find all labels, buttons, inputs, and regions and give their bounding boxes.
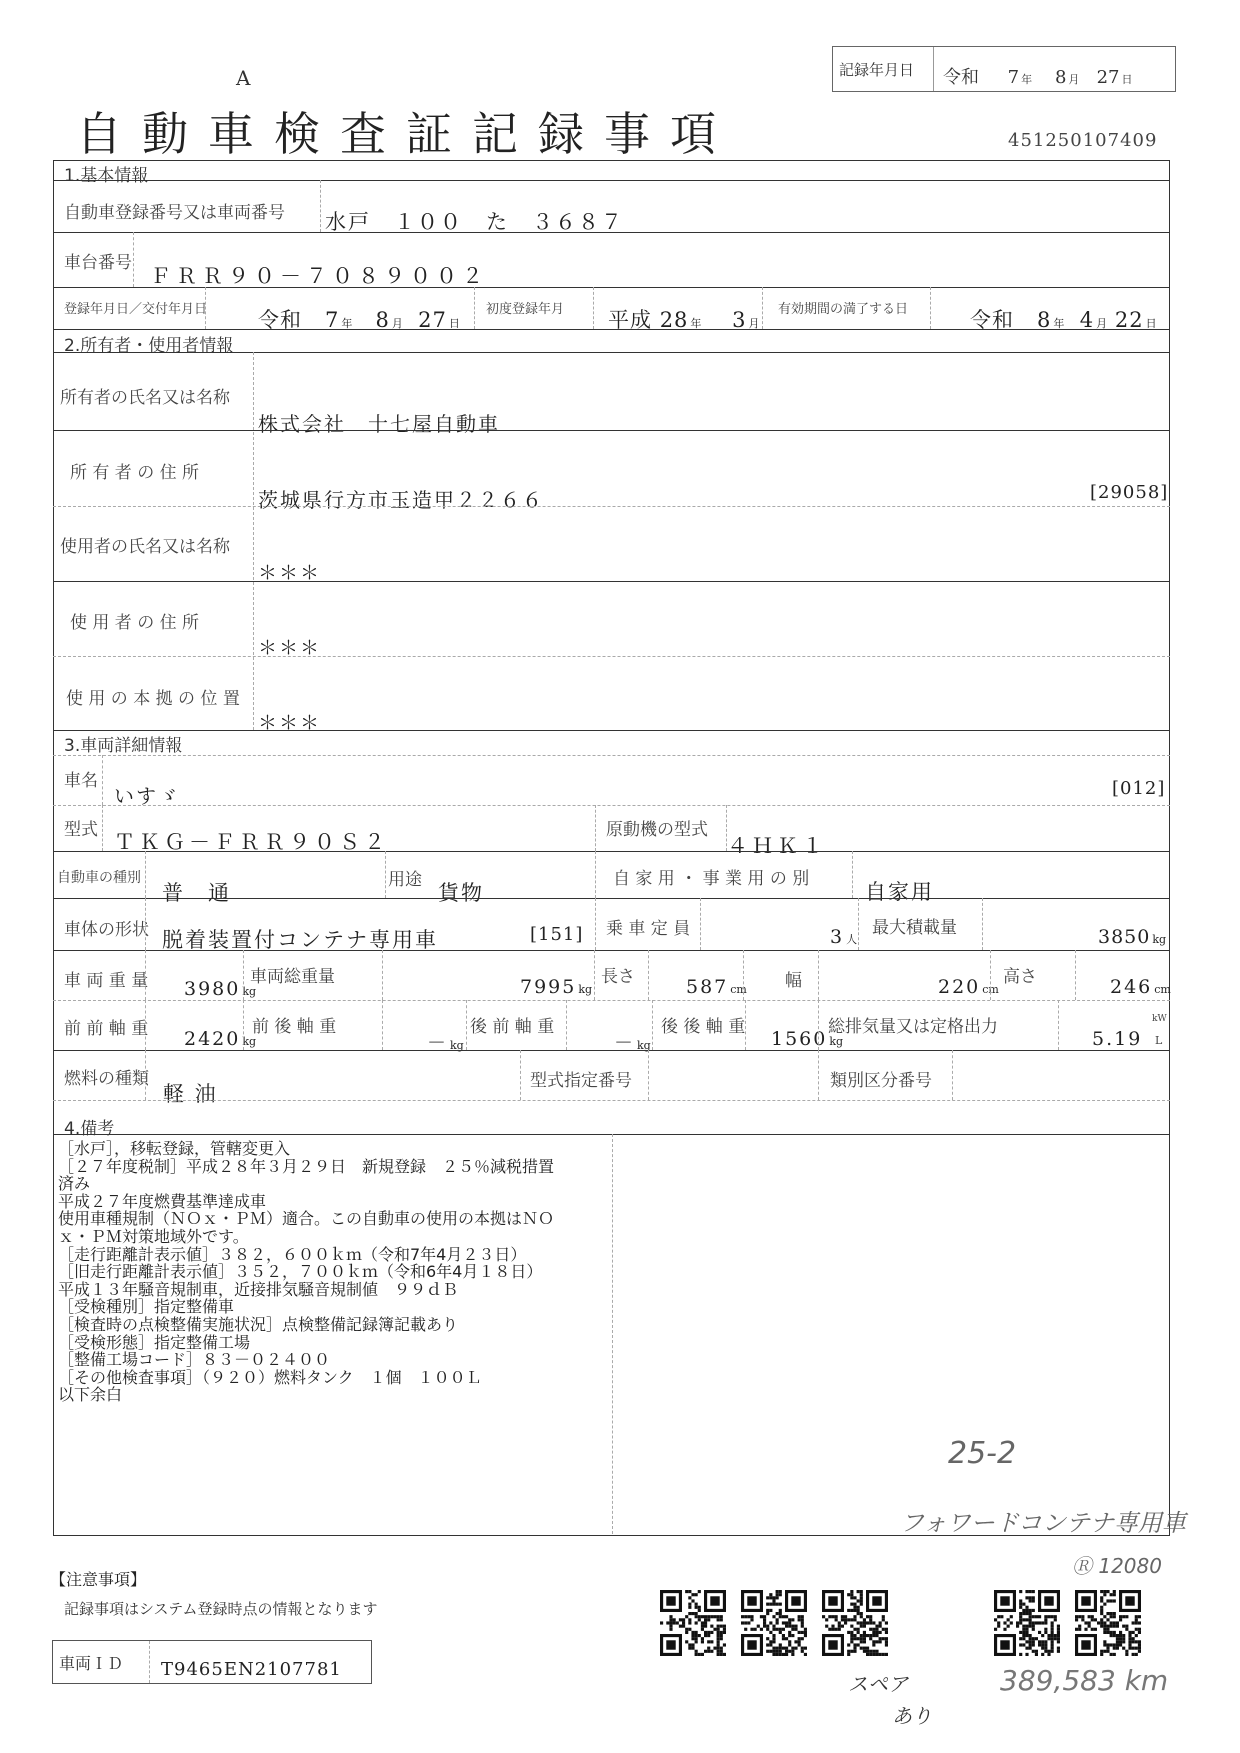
width: 220 cm — [938, 976, 999, 998]
page-title: 自動車検査証記録事項 — [76, 107, 736, 161]
remark-line: ［受検形態］指定整備工場 — [58, 1332, 251, 1352]
user-name-label: 使用者の氏名又は名称 — [60, 537, 230, 557]
owner-name-label: 所有者の氏名又は名称 — [60, 388, 230, 408]
expiry-date: 令和 8 年 4 月 22 日 — [970, 308, 1157, 332]
displacement-unit-kw: kW — [1152, 1014, 1167, 1024]
engine-label: 原動機の型式 — [606, 820, 708, 840]
handwritten-odometer: 389,583 km — [1000, 1664, 1169, 1697]
remark-line: 以下余白 — [58, 1385, 123, 1405]
owner-address: 茨城県行方市玉造甲２２６６ — [258, 488, 544, 512]
vehicle-type: 普 通 — [162, 881, 231, 905]
section-1-title: 1.基本情報 — [64, 166, 149, 186]
max-load-label: 最大積載量 — [872, 918, 957, 938]
remark-line: 平成１３年騒音規制車，近接排気騒音規制値 ９９ｄＢ — [58, 1279, 459, 1299]
weight-label: 車 両 重 量 — [64, 971, 149, 991]
reg-number-label: 自動車登録番号又は車両番号 — [64, 203, 285, 223]
qr-code-1 — [660, 1590, 726, 1656]
weight: 3980 kg — [184, 978, 257, 1000]
form-letter: A — [236, 66, 251, 90]
qr-code-2 — [741, 1590, 807, 1656]
first-reg-label: 初度登録年月 — [486, 302, 565, 317]
rr-axle-label: 後 後 軸 重 — [661, 1017, 746, 1037]
section-2-title: 2.所有者・使用者情報 — [64, 336, 234, 356]
document-number: 451250107409 — [1008, 130, 1158, 151]
notice-text: 記録事項はシステム登録時点の情報となります — [64, 1600, 378, 1618]
length: 587 cm — [686, 976, 747, 998]
fr-axle-label: 前 後 軸 重 — [252, 1017, 337, 1037]
remark-line: 済み — [58, 1174, 91, 1194]
gross-weight: 7995 kg — [520, 976, 593, 998]
handwritten-spare-2: あり — [892, 1704, 932, 1728]
reg-date-label: 登録年月日／交付年月日 — [64, 302, 208, 317]
car-name: いすゞ — [114, 784, 180, 808]
private-business-label: 自 家 用 ・ 事 業 用 の 別 — [613, 869, 810, 889]
remark-line: 使用車種規制（ＮＯｘ・ＰＭ）適合。この自動車の使用の本拠はＮＯ — [58, 1209, 555, 1229]
remark-line: ［２７年度税制］平成２８年３月２９日 新規登録 ２５％減税措置 — [58, 1156, 555, 1176]
user-name: ＊＊＊ — [258, 562, 322, 584]
handwritten-note-vehicle: フォワードコンテナ専用車 — [900, 1509, 1186, 1537]
qr-code-4 — [994, 1590, 1060, 1656]
vehicle-type-label: 自動車の種別 — [57, 870, 141, 886]
base-location-label: 使 用 の 本 拠 の 位 置 — [66, 689, 240, 709]
remark-line: ［受検種別］指定整備車 — [58, 1297, 235, 1317]
user-address-label: 使 用 者 の 住 所 — [70, 613, 200, 633]
base-location: ＊＊＊ — [258, 712, 322, 734]
rf-axle-label: 後 前 軸 重 — [470, 1017, 555, 1037]
rr-axle: 1560 kg — [771, 1028, 844, 1050]
qr-code-3 — [822, 1590, 888, 1656]
handwritten-spare: スペア — [848, 1672, 908, 1696]
type-designation-label: 型式指定番号 — [530, 1071, 632, 1091]
owner-name: 株式会社 十七屋自動車 — [258, 412, 500, 436]
capacity: 3 人 — [830, 926, 858, 948]
fr-axle: － kg — [427, 1032, 464, 1054]
width-label: 幅 — [785, 971, 802, 991]
height-label: 高さ — [1003, 967, 1037, 987]
displacement-unit-l: L — [1155, 1034, 1163, 1047]
private-business: 自家用 — [865, 880, 934, 904]
remarks-list — [58, 1140, 608, 1404]
model-label: 型式 — [64, 820, 98, 840]
owner-address-code: [29058] — [1090, 482, 1169, 503]
user-address: ＊＊＊ — [258, 637, 322, 659]
model: ＴＫＧ－ＦＲＲ９０Ｓ２ — [114, 830, 389, 854]
body-shape-code: [151] — [530, 924, 584, 945]
use: 貨物 — [438, 881, 484, 905]
section-3-title: 3.車両詳細情報 — [64, 736, 183, 756]
use-label: 用途 — [388, 870, 422, 890]
record-date-label: 記録年月日 — [839, 61, 915, 79]
gross-weight-label: 車両総重量 — [250, 967, 335, 987]
remark-line: ［整備工場コード］８３－０２４００ — [58, 1350, 331, 1370]
remark-line: ［検査時の点検整備実施状況］点検整備記録簿記載あり — [58, 1314, 459, 1334]
record-date-box — [832, 46, 1176, 92]
owner-address-label: 所 有 者 の 住 所 — [70, 463, 200, 483]
qr-code-5 — [1075, 1590, 1141, 1656]
chassis-label: 車台番号 — [64, 253, 132, 273]
remark-line: ［水戸］，移転登録，管轄変更入 — [58, 1139, 291, 1158]
remark-line: ［その他検査事項］（９２０）燃料タンク １個 １００Ｌ — [58, 1367, 482, 1387]
section-4-title: 4.備考 — [64, 1119, 115, 1139]
ff-axle: 2420 kg — [184, 1028, 257, 1050]
displacement: 5.19 — [1092, 1028, 1143, 1050]
remark-line: 平成２７年度燃費基準達成車 — [58, 1191, 267, 1211]
handwritten-note-number: 25-2 — [948, 1436, 1017, 1471]
first-reg-date: 平成 28 年 3 月 — [608, 308, 760, 332]
fuel: 軽 油 — [163, 1082, 218, 1106]
category-label: 類別区分番号 — [830, 1071, 932, 1091]
reg-number: 水戸 １００ た ３６８７ — [325, 210, 624, 234]
vehicle-id-box — [52, 1640, 372, 1684]
handwritten-note-r: Ⓡ 12080 — [1072, 1554, 1162, 1578]
reg-date: 令和 7 年 8 月 27 日 — [258, 308, 460, 332]
height: 246 cm — [1110, 976, 1171, 998]
chassis-number: ＦＲＲ９０－７０８９００２ — [150, 264, 488, 288]
record-date-value: 令和 7 年 8 月 27 日 — [943, 67, 1133, 88]
displacement-label: 総排気量又は定格出力 — [828, 1017, 998, 1037]
engine: ４ＨＫ１ — [727, 834, 827, 858]
remark-line: ［走行距離計表示値］３８２，６００ｋｍ（令和7年4月２３日） — [58, 1244, 527, 1264]
remark-line: ［旧走行距離計表示値］３５２，７００ｋｍ（令和6年4月１８日） — [58, 1262, 543, 1282]
car-name-code: [012] — [1112, 778, 1166, 799]
vehicle-id: T9465EN2107781 — [161, 1659, 342, 1680]
body-shape: 脱着装置付コンテナ専用車 — [162, 928, 438, 952]
expiry-label: 有効期間の満了する日 — [778, 302, 909, 317]
ff-axle-label: 前 前 軸 重 — [64, 1019, 149, 1039]
fuel-label: 燃料の種類 — [64, 1069, 149, 1089]
length-label: 長さ — [601, 967, 635, 987]
vehicle-id-label: 車両ＩＤ — [59, 1654, 124, 1673]
car-name-label: 車名 — [64, 771, 98, 791]
remark-line: ｘ・ＰＭ対策地域外です。 — [58, 1226, 249, 1246]
body-shape-label: 車体の形状 — [64, 920, 149, 940]
notice-title: 【注意事項】 — [50, 1570, 147, 1589]
rf-axle: － kg — [614, 1032, 651, 1054]
max-load: 3850 kg — [1098, 926, 1167, 948]
capacity-label: 乗 車 定 員 — [606, 919, 691, 939]
